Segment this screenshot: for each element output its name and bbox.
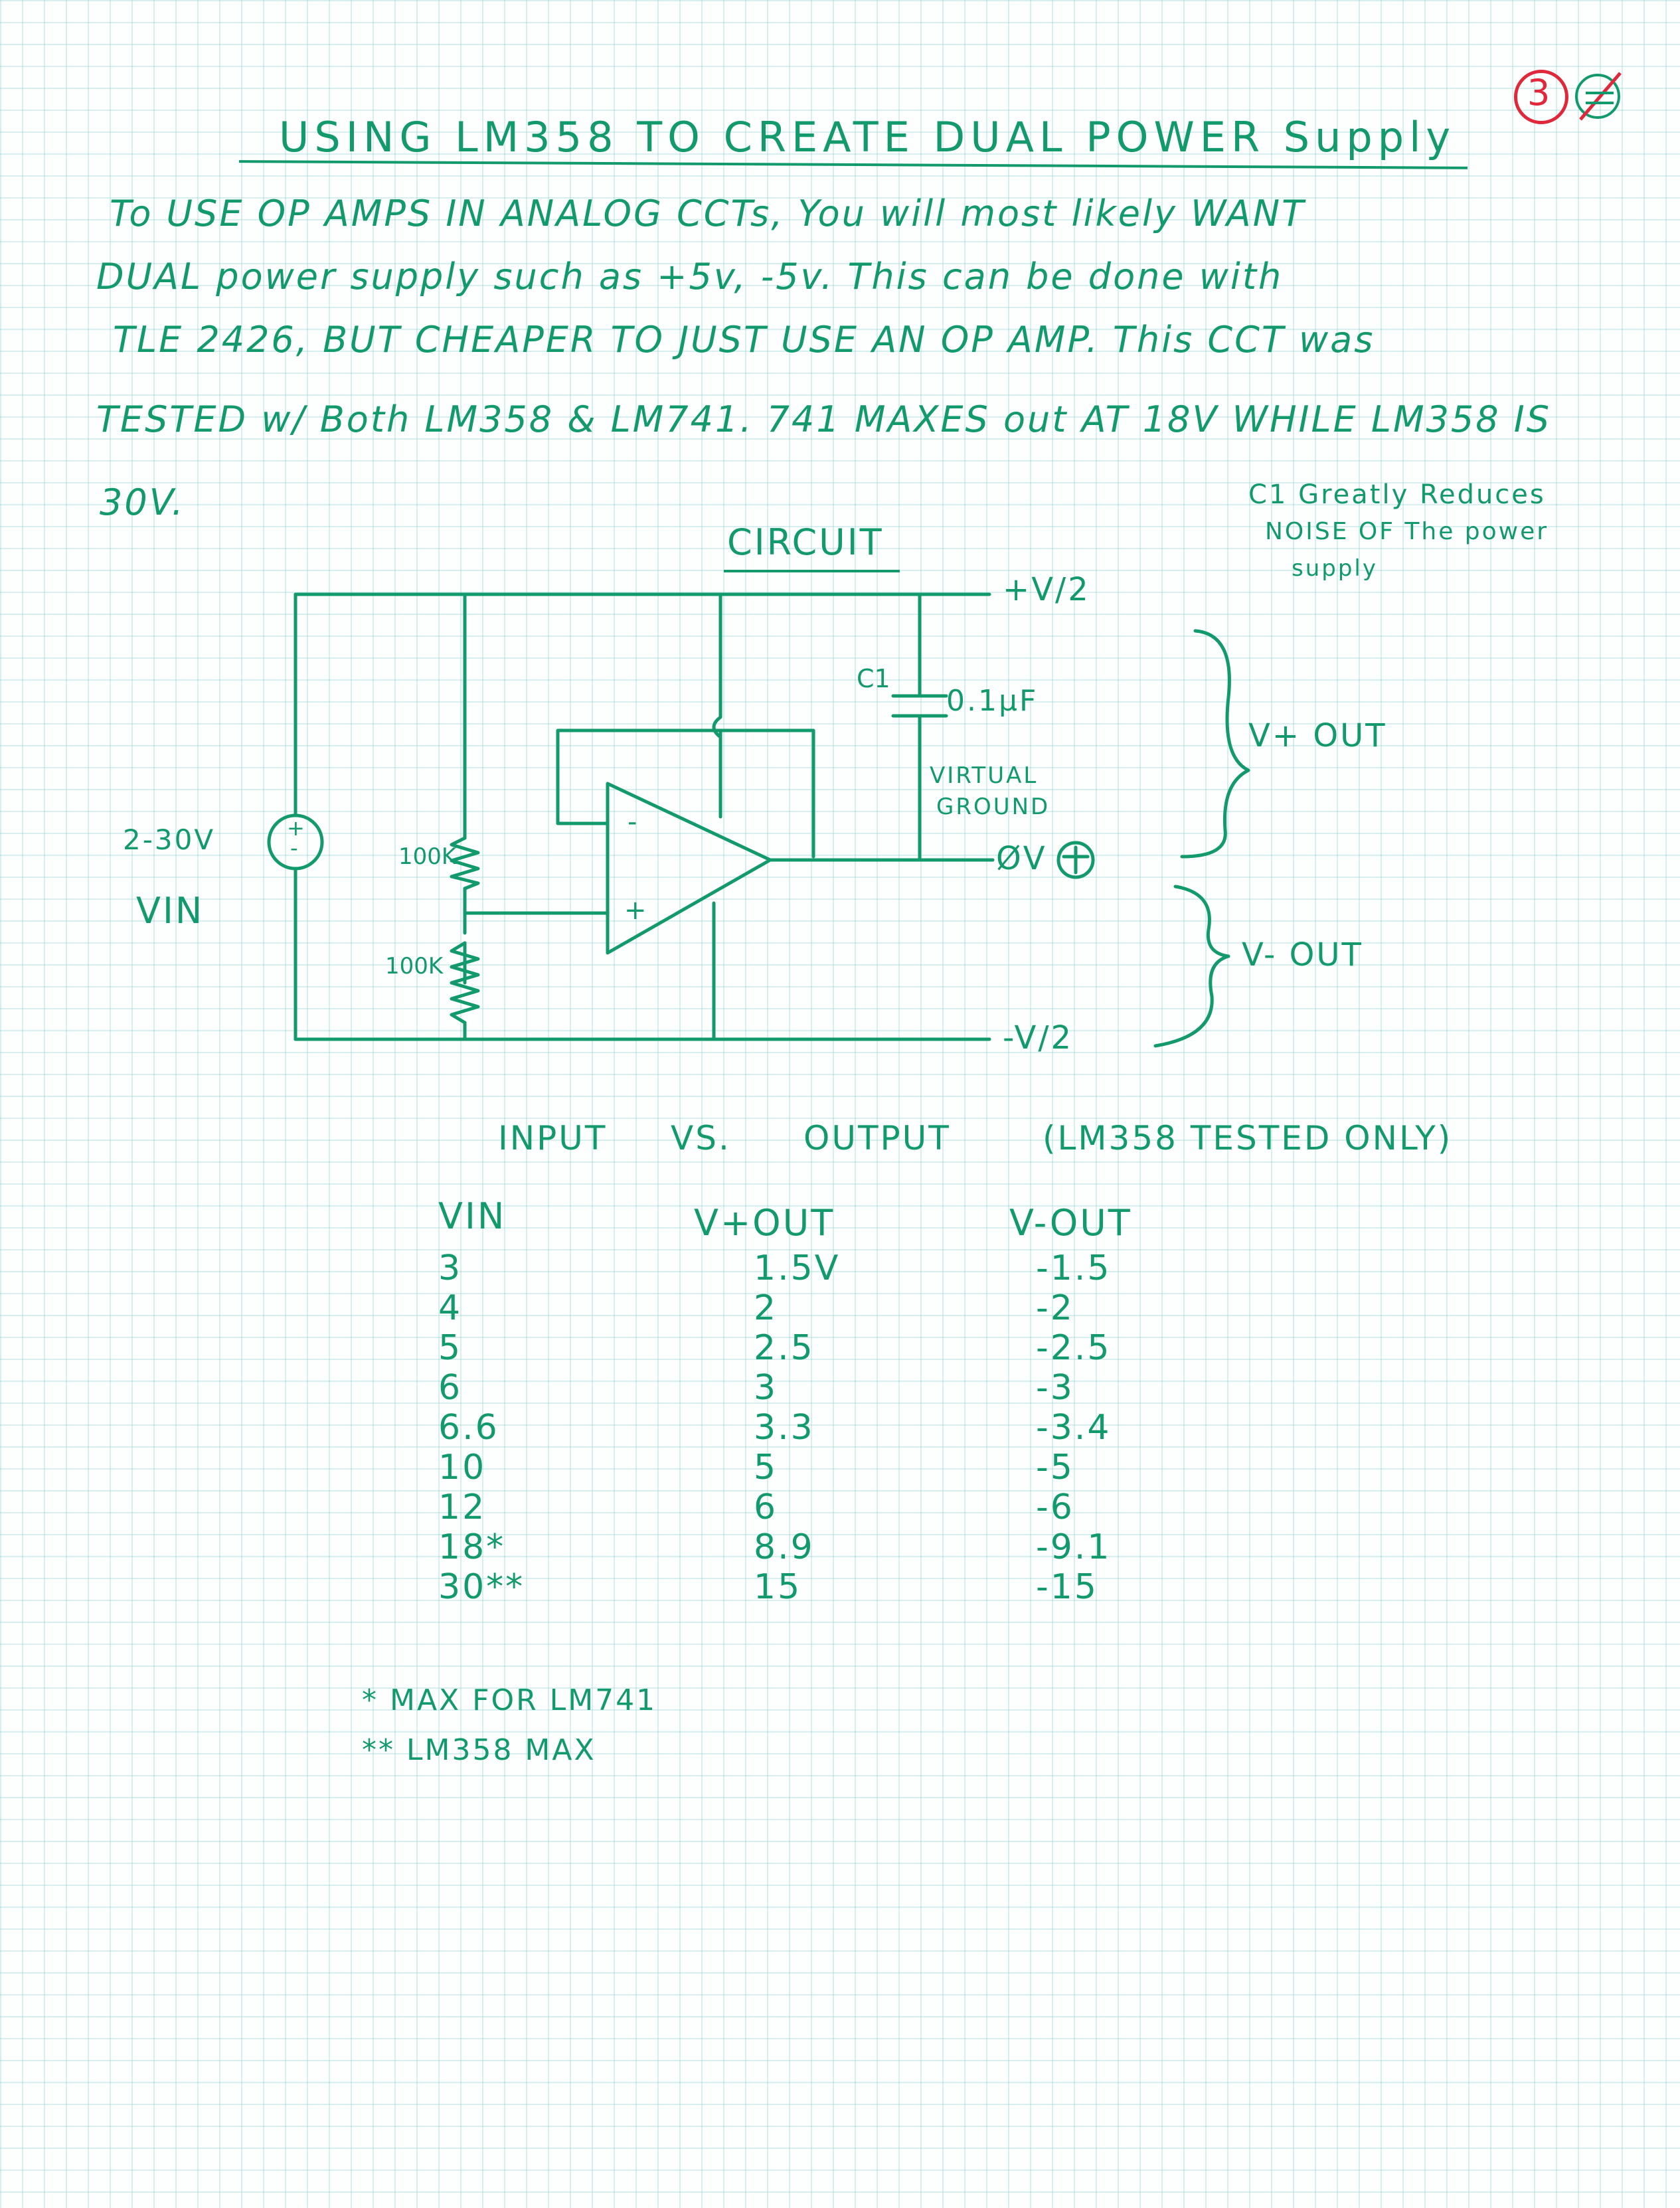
vminus-cell: -6 <box>1036 1487 1074 1527</box>
vin-cell: 3 <box>438 1248 463 1288</box>
table-body <box>398 1248 1262 1607</box>
vminus-cell: -2.5 <box>1036 1328 1112 1368</box>
table-header-row <box>398 1195 1262 1248</box>
opamp-inverting-label: - <box>628 807 639 837</box>
table-row <box>398 1328 1262 1368</box>
vin-cell: 12 <box>438 1487 487 1527</box>
vminus-cell: -15 <box>1036 1567 1098 1607</box>
intro-line-3: TLE 2426, BUT CHEAPER TO JUST USE AN OP AMP. This CCT was <box>113 319 1375 361</box>
vin-cell: 30** <box>438 1567 525 1607</box>
vin-cell: 4 <box>438 1288 463 1328</box>
column-header-vplus: V+OUT <box>694 1202 835 1244</box>
vminus-cell: -9.1 <box>1036 1527 1112 1567</box>
intro-line-5: 30V. <box>100 481 185 523</box>
vminus-cell: -3.4 <box>1036 1408 1112 1448</box>
vin-cell: 10 <box>438 1448 487 1487</box>
virtual-ground-line-1: VIRTUAL <box>930 762 1039 789</box>
vplus-cell: 3 <box>754 1368 778 1408</box>
vminus-cell: -2 <box>1036 1288 1074 1328</box>
resistor-top-label: 100K <box>398 843 457 870</box>
source-minus-label: - <box>290 835 298 861</box>
table-row <box>398 1527 1262 1567</box>
vin-cell: 6 <box>438 1368 463 1408</box>
column-header-vminus: V-OUT <box>1009 1202 1132 1244</box>
virtual-ground-line-2: GROUND <box>936 794 1050 820</box>
resistor-bottom-label: 100K <box>385 953 444 979</box>
io-table <box>398 1195 1262 1607</box>
vplus-out-label: V+ OUT <box>1248 717 1387 754</box>
intro-line-1: To USE OP AMPS IN ANALOG CCTs, You will most likely WANT <box>110 193 1306 234</box>
mid-rail-label: ØV <box>996 840 1047 877</box>
table-row <box>398 1448 1262 1487</box>
intro-line-2: DUAL power supply such as +5v, -5v. This can be done with <box>96 256 1284 297</box>
table-row <box>398 1567 1262 1607</box>
page-title: USING LM358 TO CREATE DUAL POWER Supply <box>279 113 1456 161</box>
capacitor-value-label: 0.1μF <box>946 684 1039 718</box>
table-row <box>398 1368 1262 1408</box>
vin-label: VIN <box>136 890 205 932</box>
vminus-cell: -1.5 <box>1036 1248 1112 1288</box>
feedback-wire <box>558 730 813 857</box>
vplus-cell: 2 <box>754 1288 778 1328</box>
opamp-noninverting-label: + <box>624 895 649 926</box>
vminus-brace <box>1155 887 1228 1046</box>
circuit-heading: CIRCUIT <box>727 521 884 563</box>
table-heading-note: (LM358 TESTED ONLY) <box>1043 1119 1453 1157</box>
cap-note-line-2: NOISE OF The power <box>1265 518 1549 545</box>
source-range-label: 2-30V <box>123 823 216 856</box>
footnote-2: ** LM358 MAX <box>362 1733 596 1767</box>
table-row <box>398 1288 1262 1328</box>
vplus-cell: 1.5V <box>754 1248 841 1288</box>
vplus-cell: 3.3 <box>754 1408 815 1448</box>
vplus-cell: 6 <box>754 1487 778 1527</box>
vminus-cell: -5 <box>1036 1448 1074 1487</box>
intro-line-4: TESTED w/ Both LM358 & LM741. 741 MAXES out AT 18V WHILE LM358 IS <box>96 398 1551 440</box>
vplus-cell: 15 <box>754 1567 802 1607</box>
vminus-cell: -3 <box>1036 1368 1074 1408</box>
vin-cell: 5 <box>438 1328 463 1368</box>
bottom-rail-label: -V/2 <box>1003 1019 1074 1057</box>
source-plus-label: + <box>287 815 305 841</box>
cap-note-line-1: C1 Greatly Reduces <box>1248 479 1546 510</box>
column-header-vin: VIN <box>438 1195 507 1237</box>
page-number-text: 3 <box>1527 72 1551 114</box>
table-row <box>398 1248 1262 1288</box>
table-row <box>398 1408 1262 1448</box>
table-heading-output: OUTPUT <box>803 1119 951 1157</box>
table-row <box>398 1487 1262 1527</box>
vplus-cell: 8.9 <box>754 1527 815 1567</box>
vminus-out-label: V- OUT <box>1242 936 1363 974</box>
footnote-1: * MAX FOR LM741 <box>362 1683 657 1717</box>
vin-cell: 18* <box>438 1527 506 1567</box>
vin-cell: 6.6 <box>438 1408 499 1448</box>
vplus-brace <box>1182 631 1248 857</box>
capacitor-name-label: C1 <box>857 664 890 693</box>
top-rail-label: +V/2 <box>1003 571 1090 608</box>
cap-note-line-3: supply <box>1292 555 1378 582</box>
opamp-supply-wire <box>714 594 720 817</box>
vplus-cell: 2.5 <box>754 1328 815 1368</box>
vplus-cell: 5 <box>754 1448 778 1487</box>
table-heading-input: INPUT <box>498 1119 608 1157</box>
table-heading-vs: VS. <box>671 1119 731 1157</box>
